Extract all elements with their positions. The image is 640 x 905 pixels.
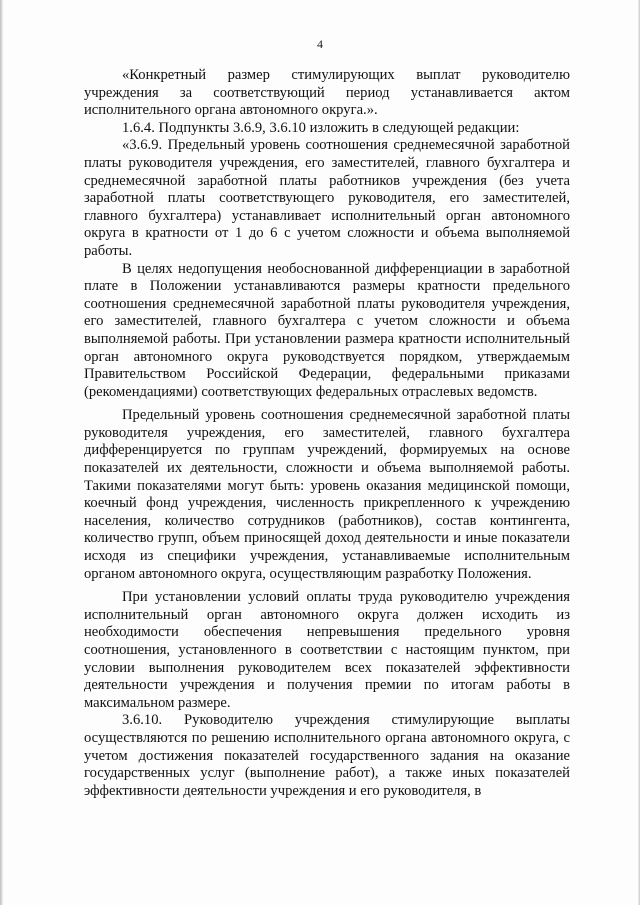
paragraph-limit-level-groups: Предельный уровень соотношения среднемесячной заработной платы руководителя учреждения, его заместителей, главного бухгалтера дифференцируется по группам учреждений, формируемых на основе показателей их деятельности, сложности и объема выполняемой работы. Такими показателями могут быть: уровень оказания медицинской помощи, коечный фонд учреждения, численность прикрепленного к учреждению населения, количество сотрудников (работников), состав контингента, количество групп, объем приносящей доход деятельности и иные показатели исходя из специфики учреждения, устанавливаемые исполнительным органом автономного округа, осуществляющим разработку Положения. [84,407,570,582]
page-number: 4 [317,37,323,51]
paragraph-differentiation: В целях недопущения необоснованной дифференциации в заработной плате в Положении устанавливаются размеры кратности предельного соотношения среднемесячной заработной платы руководителя учреждения, его заместителей, главного бухгалтера с учетом сложности и объема выполняемой работы. При установлении размера кратности исполнительный орган автономного округа руководствуется порядком, утверждаемым Правительством Российской Федерации, федеральными приказами (рекомендациями) соответствующих федеральных отраслевых ведомств. [84,260,570,400]
scan-edge-left [0,0,3,905]
paragraph-clause-3-6-9: «3.6.9. Предельный уровень соотношения среднемесячной заработной платы руководителя учреждения, его заместителей, главного бухгалтера и среднемесячной заработной платы работников учреждения (без учета заработной платы соответствующего руководителя, его заместителей, главного бухгалтера) устанавливает исполнительный орган автономного округа в кратности от 1 до 6 с учетом сложности и объема выполняемой работы. [84,137,570,259]
document-body [84,67,570,800]
paragraph-clause-3-6-10: 3.6.10. Руководителю учреждения стимулирующие выплаты осуществляются по решению исполнительного органа автономного округа, с учетом достижения показателей государственного задания на оказание государственных услуг (выполнение работ), а также иных показателей эффективности деятельности учреждения и его руководителя, в [84,712,570,799]
paragraph-pay-conditions: При установлении условий оплаты труда руководителю учреждения исполнительный орган автономного округа должен исходить из необходимости обеспечения непревышения предельного уровня соотношения, установленного в соответствии с настоящим пунктом, при условии выполнения руководителем всех показателей эффективности деятельности учреждения и получения премии по итогам работы в максимальном размере. [84,589,570,711]
paragraph-clause-1-6-4: 1.6.4. Подпункты 3.6.9, 3.6.10 изложить в следующей редакции: [122,119,520,136]
paragraph-stimulus-amount: «Конкретный размер стимулирующих выплат руководителю учреждения за соответствующий период устанавливается актом исполнительного органа автономного округа.». [84,67,570,119]
